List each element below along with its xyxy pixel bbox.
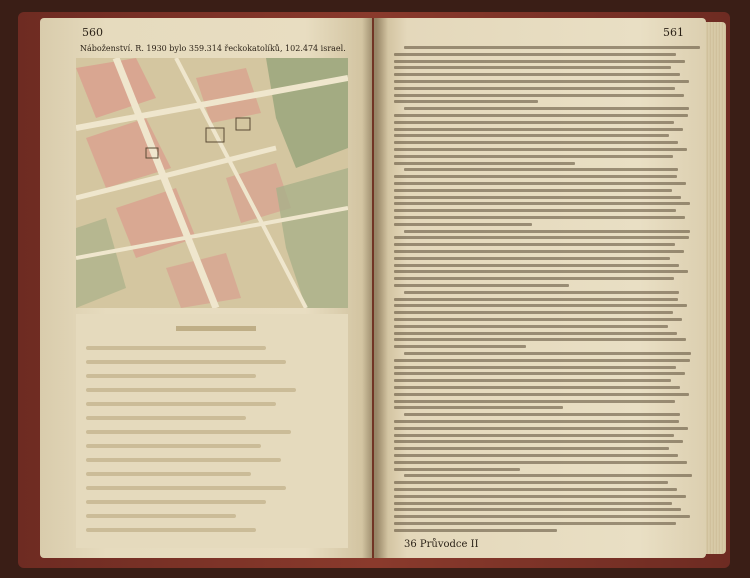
text-line: [404, 291, 679, 294]
text-line: [394, 216, 685, 219]
text-line: [404, 46, 700, 49]
text-line: [394, 175, 677, 178]
text-line: [404, 413, 680, 416]
text-line: [394, 345, 526, 348]
legend-line: [86, 374, 256, 378]
text-line: [394, 202, 690, 205]
text-line: [394, 304, 687, 307]
text-line: [394, 447, 669, 450]
city-map-illustration: [76, 58, 348, 308]
text-line: [394, 73, 680, 76]
text-line: [394, 196, 681, 199]
legend-line: [86, 444, 261, 448]
text-line: [394, 121, 674, 124]
legend-line: [86, 402, 276, 406]
text-line: [394, 236, 689, 239]
text-line: [394, 338, 686, 341]
text-line: [394, 209, 676, 212]
text-line: [394, 264, 679, 267]
legend-title-bar: [176, 326, 256, 331]
text-line: [394, 400, 675, 403]
text-line: [404, 352, 691, 355]
text-line: [394, 87, 675, 90]
text-line: [394, 223, 532, 226]
page-footer-signature: 36 Průvodce II: [404, 539, 479, 550]
text-line: [394, 148, 687, 151]
text-line: [394, 529, 557, 532]
text-line: [404, 474, 692, 477]
legend-line: [86, 514, 236, 518]
text-line: [394, 427, 688, 430]
text-line: [394, 386, 680, 389]
text-line: [394, 141, 678, 144]
text-line: [394, 420, 679, 423]
text-line: [394, 522, 676, 525]
legend-line: [86, 388, 296, 392]
legend-line: [86, 486, 286, 490]
text-line: [394, 468, 520, 471]
text-line: [394, 277, 674, 280]
text-line: [394, 440, 683, 443]
text-line: [394, 94, 684, 97]
legend-line: [86, 472, 251, 476]
text-line: [394, 100, 538, 103]
text-line: [394, 80, 689, 83]
text-line: [394, 189, 672, 192]
legend-line: [86, 458, 281, 462]
page-edges: [706, 22, 726, 554]
text-line: [394, 502, 672, 505]
text-line: [394, 60, 685, 63]
text-line: [394, 318, 682, 321]
text-line: [394, 488, 677, 491]
text-line: [394, 379, 671, 382]
text-line: [394, 434, 674, 437]
text-line: [394, 393, 689, 396]
book-gutter: [362, 18, 388, 558]
text-line: [394, 495, 686, 498]
text-line: [394, 162, 575, 165]
text-line: [394, 515, 690, 518]
left-page-number: 560: [82, 26, 103, 39]
left-page: [40, 18, 372, 558]
legend-line: [86, 360, 286, 364]
right-page-number: 561: [663, 26, 684, 39]
text-line: [394, 406, 563, 409]
text-line: [394, 332, 677, 335]
text-line: [394, 311, 673, 314]
legend-line: [86, 500, 266, 504]
text-line: [394, 508, 681, 511]
legend-line: [86, 416, 246, 420]
text-line: [394, 270, 688, 273]
text-line: [404, 168, 678, 171]
text-line: [404, 230, 690, 233]
text-line: [404, 107, 689, 110]
text-line: [394, 454, 678, 457]
text-line: [394, 359, 690, 362]
legend-line: [86, 528, 256, 532]
text-line: [394, 366, 676, 369]
text-line: [394, 114, 688, 117]
text-line: [394, 134, 669, 137]
legend-line: [86, 430, 291, 434]
text-line: [394, 250, 684, 253]
right-page: [374, 18, 706, 558]
text-line: [394, 298, 678, 301]
text-line: [394, 372, 685, 375]
text-line: [394, 257, 670, 260]
text-line: [394, 155, 673, 158]
text-line: [394, 53, 676, 56]
text-line: [394, 128, 683, 131]
text-line: [394, 66, 671, 69]
legend-line: [86, 346, 266, 350]
left-page-header-text: Náboženství. R. 1930 bylo 359.314 řeckokatolíků, 102.474 israel.: [80, 44, 346, 53]
text-line: [394, 461, 687, 464]
text-line: [394, 243, 675, 246]
text-line: [394, 325, 668, 328]
text-line: [394, 182, 686, 185]
text-line: [394, 284, 569, 287]
map-legend: [76, 314, 348, 548]
text-line: [394, 481, 668, 484]
city-map-drawing: [76, 58, 348, 308]
